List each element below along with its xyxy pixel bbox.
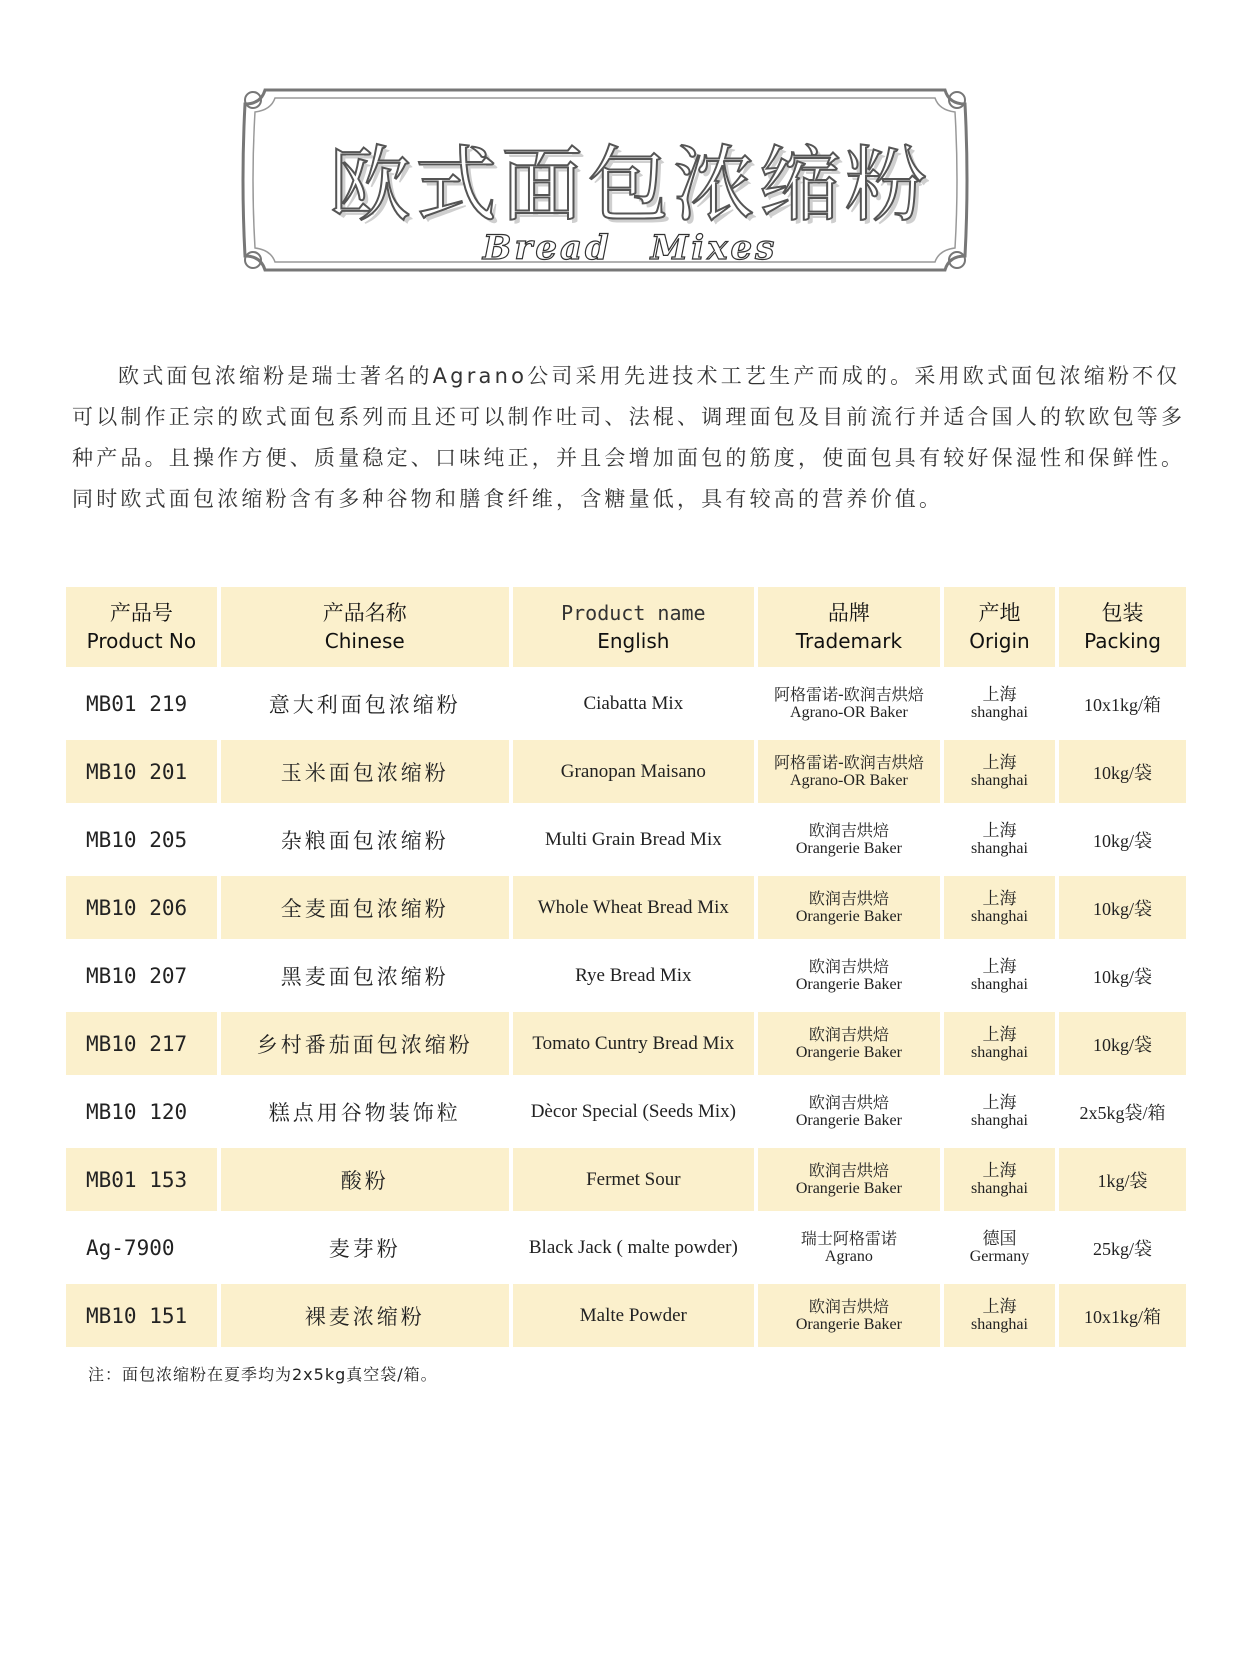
origin-cell bbox=[944, 808, 1055, 871]
trademark-zh: 欧润吉烘焙 bbox=[808, 1092, 889, 1112]
origin-zh: 上海 bbox=[982, 956, 1017, 977]
product-code: MB10 151 bbox=[66, 1284, 217, 1347]
origin-zh: 上海 bbox=[982, 1296, 1017, 1317]
trademark-zh: 欧润吉烘焙 bbox=[808, 1160, 889, 1180]
product-name-zh: 乡村番茄面包浓缩粉 bbox=[221, 1012, 509, 1075]
product-name-en: Rye Bread Mix bbox=[575, 964, 692, 986]
origin-cell bbox=[944, 1284, 1055, 1347]
trademark-en: Orangerie Baker bbox=[795, 1179, 902, 1197]
origin-en: shanghai bbox=[971, 839, 1028, 857]
packing: 10kg/袋 bbox=[1093, 966, 1153, 987]
product-name-zh: 酸粉 bbox=[221, 1148, 509, 1211]
header-label-top: Product name bbox=[561, 601, 706, 625]
trademark-cell bbox=[758, 1284, 940, 1347]
product-name-en: Fermet Sour bbox=[513, 1148, 754, 1211]
trademark-en: Agrano bbox=[824, 1247, 873, 1265]
packing: 10kg/袋 bbox=[1093, 830, 1153, 851]
origin-en: Germany bbox=[969, 1247, 1030, 1265]
header-packing bbox=[1059, 587, 1186, 667]
header-chinese-name bbox=[221, 587, 509, 667]
product-code: MB10 206 bbox=[66, 876, 217, 939]
origin-zh: 德国 bbox=[982, 1228, 1017, 1249]
packing: 1kg/袋 bbox=[1059, 1148, 1186, 1211]
header-label-zh: 包装 bbox=[1101, 601, 1144, 625]
header-label-en: Trademark bbox=[795, 629, 903, 653]
header-label-zh: 品牌 bbox=[827, 601, 870, 625]
product-code: MB10 201 bbox=[66, 740, 217, 803]
origin-en: shanghai bbox=[971, 1111, 1028, 1129]
intro-paragraph: 欧式面包浓缩粉是瑞士著名的Agrano公司采用先进技术工艺生产而成的。采用欧式面包浓缩粉不仅可以制作正宗的欧式面包系列而且还可以制作吐司、法棍、调理面包及目前流行并适合国人的软欧包等多种产品。且操作方便、质量稳定、口味纯正，并且会增加面包的筋度，使面包具有较好保湿性和保鲜性。同时欧式面包浓缩粉含有多种谷物和膳食纤维，含糖量低，具有较高的营养价值。 bbox=[72, 364, 1186, 511]
trademark-cell bbox=[758, 944, 940, 1007]
trademark-en: Orangerie Baker bbox=[795, 975, 902, 993]
product-name-zh: 玉米面包浓缩粉 bbox=[221, 740, 509, 803]
table-row bbox=[66, 1284, 1186, 1347]
trademark-en: Orangerie Baker bbox=[795, 839, 902, 857]
trademark-cell bbox=[758, 672, 940, 735]
origin-en: shanghai bbox=[971, 1179, 1028, 1197]
packing: 10kg/袋 bbox=[1059, 1012, 1186, 1075]
origin-en: shanghai bbox=[971, 1043, 1028, 1061]
origin-cell bbox=[944, 944, 1055, 1007]
product-code: MB10 217 bbox=[66, 1012, 217, 1075]
packing: 10kg/袋 bbox=[1059, 740, 1186, 803]
table-row bbox=[66, 1148, 1186, 1211]
product-code: MB01 153 bbox=[66, 1148, 217, 1211]
trademark-cell bbox=[758, 740, 940, 803]
header-label-en: Product No bbox=[86, 629, 197, 653]
product-name-en: Whole Wheat Bread Mix bbox=[513, 876, 754, 939]
trademark-zh: 欧润吉烘焙 bbox=[808, 956, 889, 976]
trademark-cell bbox=[758, 876, 940, 939]
trademark-zh: 欧润吉烘焙 bbox=[808, 888, 889, 908]
product-name-en: Multi Grain Bread Mix bbox=[544, 828, 722, 850]
origin-cell bbox=[944, 876, 1055, 939]
trademark-en: Agrano-OR Baker bbox=[790, 703, 908, 721]
origin-zh: 上海 bbox=[982, 820, 1017, 841]
origin-zh: 上海 bbox=[982, 752, 1017, 773]
origin-zh: 上海 bbox=[982, 684, 1017, 705]
header-label-en: Packing bbox=[1084, 629, 1162, 653]
product-name-zh: 黑麦面包浓缩粉 bbox=[280, 964, 449, 989]
packing: 2x5kg袋/箱 bbox=[1079, 1102, 1166, 1123]
product-name-zh: 裸麦浓缩粉 bbox=[221, 1284, 509, 1347]
trademark-zh: 阿格雷诺-欧润吉烘焙 bbox=[774, 752, 924, 772]
trademark-zh: 欧润吉烘焙 bbox=[808, 1024, 889, 1044]
table-row bbox=[66, 1216, 1186, 1279]
origin-cell bbox=[944, 672, 1055, 735]
product-code: Ag-7900 bbox=[86, 1235, 175, 1260]
trademark-zh: 瑞士阿格雷诺 bbox=[800, 1228, 897, 1248]
product-name-en: Ciabatta Mix bbox=[583, 692, 684, 714]
page-title: 欧式面包浓缩粉 bbox=[328, 138, 931, 233]
packing: 10x1kg/箱 bbox=[1059, 1284, 1186, 1347]
product-name-zh: 全麦面包浓缩粉 bbox=[221, 876, 509, 939]
table-row bbox=[66, 1080, 1186, 1143]
origin-en: shanghai bbox=[971, 975, 1028, 993]
origin-zh: 上海 bbox=[982, 1092, 1017, 1113]
trademark-cell bbox=[758, 1216, 940, 1279]
origin-cell bbox=[944, 1080, 1055, 1143]
origin-cell bbox=[944, 1012, 1055, 1075]
product-table bbox=[62, 582, 1190, 1352]
footnote: 注：面包浓缩粉在夏季均为2x5kg真空袋/箱。 bbox=[88, 1365, 438, 1384]
packing: 10kg/袋 bbox=[1059, 876, 1186, 939]
origin-en: shanghai bbox=[971, 907, 1028, 925]
origin-zh: 上海 bbox=[982, 888, 1017, 909]
header-label-en: English bbox=[597, 629, 670, 653]
table-row bbox=[66, 672, 1186, 735]
trademark-zh: 欧润吉烘焙 bbox=[808, 820, 889, 840]
header-origin bbox=[944, 587, 1055, 667]
table-row bbox=[66, 1012, 1186, 1075]
trademark-en: Orangerie Baker bbox=[795, 1043, 902, 1061]
product-code: MB10 207 bbox=[86, 963, 188, 988]
trademark-cell bbox=[758, 1080, 940, 1143]
origin-zh: 上海 bbox=[982, 1160, 1017, 1181]
origin-en: shanghai bbox=[971, 703, 1028, 721]
trademark-cell bbox=[758, 1148, 940, 1211]
product-code: MB01 219 bbox=[86, 691, 188, 716]
header-english-name bbox=[513, 587, 754, 667]
table-row bbox=[66, 808, 1186, 871]
header-label-en: Chinese bbox=[324, 629, 405, 653]
product-name-en: Granopan Maisano bbox=[513, 740, 754, 803]
table-row bbox=[66, 740, 1186, 803]
origin-cell bbox=[944, 1216, 1055, 1279]
trademark-zh: 欧润吉烘焙 bbox=[808, 1296, 889, 1316]
trademark-en: Orangerie Baker bbox=[795, 1315, 902, 1333]
product-name-en: Dècor Special (Seeds Mix) bbox=[530, 1100, 736, 1122]
origin-en: shanghai bbox=[971, 1315, 1028, 1333]
product-name-en: Malte Powder bbox=[513, 1284, 754, 1347]
origin-cell bbox=[944, 740, 1055, 803]
packing: 25kg/袋 bbox=[1093, 1238, 1153, 1259]
origin-cell bbox=[944, 1148, 1055, 1211]
packing: 10x1kg/箱 bbox=[1084, 694, 1162, 715]
trademark-en: Orangerie Baker bbox=[795, 1111, 902, 1129]
origin-en: shanghai bbox=[971, 771, 1028, 789]
trademark-en: Agrano-OR Baker bbox=[790, 771, 908, 789]
header-product-no bbox=[66, 587, 217, 667]
origin-zh: 上海 bbox=[982, 1024, 1017, 1045]
trademark-cell bbox=[758, 808, 940, 871]
trademark-en: Orangerie Baker bbox=[795, 907, 902, 925]
trademark-zh: 阿格雷诺-欧润吉烘焙 bbox=[774, 684, 924, 704]
product-name-zh: 意大利面包浓缩粉 bbox=[268, 692, 461, 717]
table-header-row bbox=[66, 587, 1186, 667]
table-row bbox=[66, 876, 1186, 939]
table-row bbox=[66, 944, 1186, 1007]
product-name-en: Black Jack ( malte powder) bbox=[528, 1236, 738, 1258]
header-trademark bbox=[758, 587, 940, 667]
product-name-zh: 麦芽粉 bbox=[328, 1236, 401, 1261]
product-code: MB10 205 bbox=[86, 827, 188, 852]
header-label-zh: 产品号 bbox=[109, 601, 173, 625]
page-subtitle: Bread Mixes bbox=[482, 228, 778, 268]
product-name-zh: 杂粮面包浓缩粉 bbox=[280, 828, 449, 853]
product-name-zh: 糕点用谷物装饰粒 bbox=[268, 1100, 461, 1125]
header-label-zh: 产品名称 bbox=[322, 601, 407, 625]
product-name-en: Tomato Cuntry Bread Mix bbox=[513, 1012, 754, 1075]
product-code: MB10 120 bbox=[86, 1099, 188, 1124]
header-label-en: Origin bbox=[969, 629, 1030, 653]
header-label-zh: 产地 bbox=[978, 601, 1021, 625]
trademark-cell bbox=[758, 1012, 940, 1075]
